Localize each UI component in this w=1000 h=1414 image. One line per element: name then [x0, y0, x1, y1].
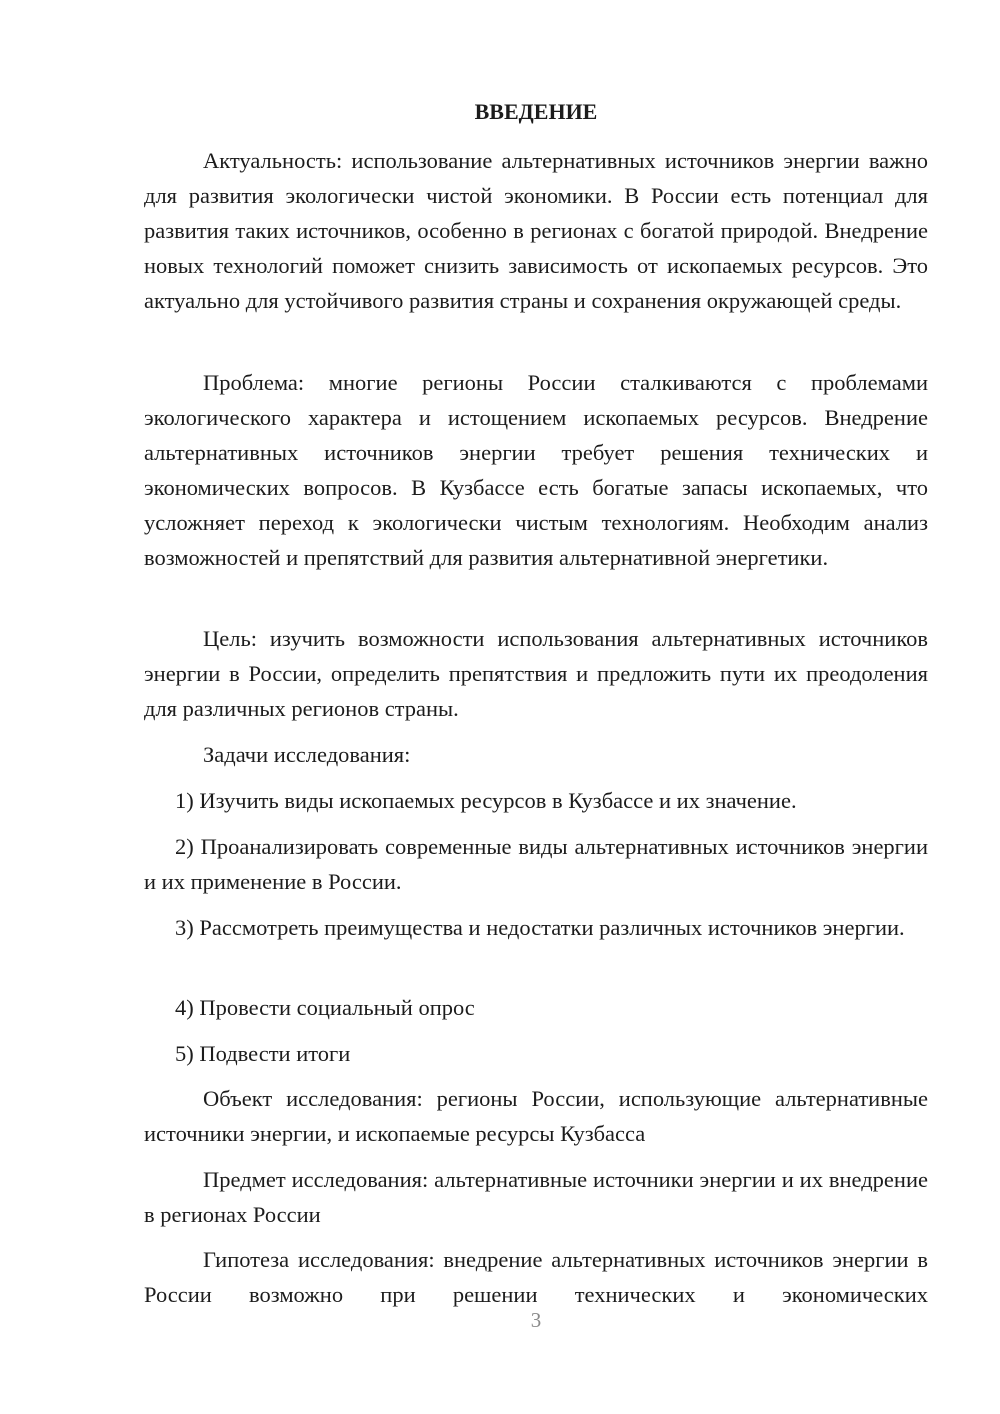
task-item-4: 4) Провести социальный опрос: [175, 995, 475, 1020]
task-item-5: 5) Подвести итоги: [175, 1041, 351, 1066]
goal-paragraph: Цель: изучить возможности использования альтернативных источников энергии в России, определить препятствия и предложить пути их преодоления для различных регионов страны.: [144, 626, 928, 721]
subject-paragraph: Предмет исследования: альтернативные источники энергии и их внедрение в регионах России: [144, 1167, 928, 1227]
tasks-heading: Задачи исследования:: [203, 742, 411, 767]
page-number: 3: [530, 1308, 542, 1332]
task-item-2: 2) Проанализировать современные виды альтернативных источников энергии и их применение в России.: [144, 834, 928, 894]
object-paragraph: Объект исследования: регионы России, использующие альтернативные источники энергии, и ископаемые ресурсы Кузбасса: [144, 1086, 928, 1146]
relevance-paragraph: Актуальность: использование альтернативных источников энергии важно для развития экологически чистой экономики. В России есть потенциал для развития таких источников, особенно в регионах с богатой природой. Внедрение новых технологий поможет снизить зависимость от ископаемых ресурсов. Это актуально для устойчивого развития страны и сохранения окружающей среды.: [144, 148, 928, 313]
problem-paragraph: Проблема: многие регионы России сталкиваются с проблемами экологического характера и истощением ископаемых ресурсов. Внедрение альтернативных источников энергии требует решения технических и экономических вопросов. В Кузбассе есть богатые запасы ископаемых, что усложняет переход к экологически чистым технологиям. Необходим анализ возможностей и препятствий для развития альтернативной энергетики.: [144, 370, 928, 570]
section-title: ВВЕДЕНИЕ: [474, 99, 598, 124]
hypothesis-paragraph: Гипотеза исследования: внедрение альтернативных источников энергии в России возможно при решении технических и экономических: [144, 1247, 928, 1307]
task-item-3: 3) Рассмотреть преимущества и недостатки различных источников энергии.: [175, 915, 905, 940]
task-item-1: 1) Изучить виды ископаемых ресурсов в Кузбассе и их значение.: [175, 788, 797, 813]
